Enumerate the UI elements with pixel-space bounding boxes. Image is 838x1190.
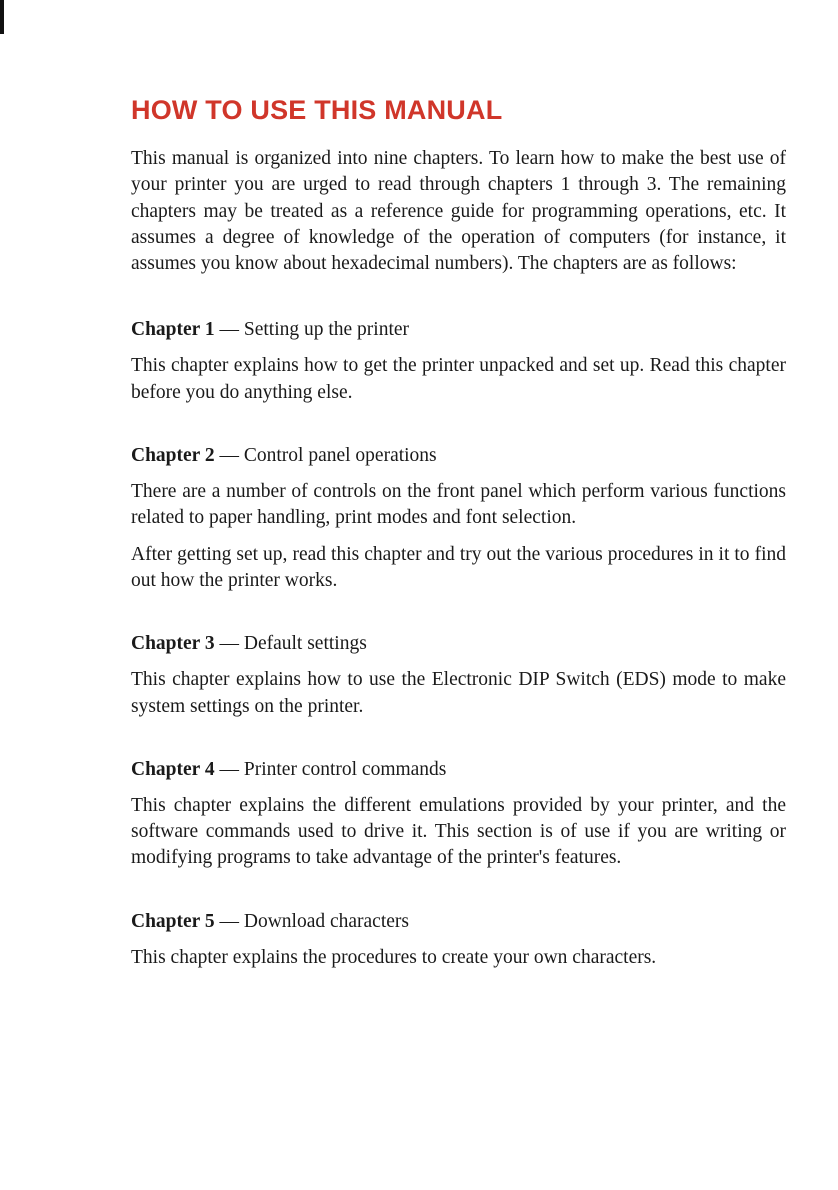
intro-paragraph: This manual is organized into nine chapters. To learn how to make the best use of your printer you are urged to read through chapters 1 through 3. The remaining chapters may be treated as a reference guide for programming operations, etc. It assumes a degree of knowledge of the operation of computers (for instance, it assumes you know about hexadecimal numbers). The chapters are as follows: — [131, 148, 786, 275]
chapter-heading — [131, 909, 786, 935]
chapter-name: Control panel operations — [243, 445, 437, 467]
page-content — [131, 92, 786, 1008]
chapter-section-5 — [131, 909, 786, 971]
chapter-section-1 — [131, 317, 786, 406]
chapter-heading — [131, 631, 786, 657]
chapter-dash: — — [219, 319, 239, 341]
chapter-description: This chapter explains the procedures to create your own characters. — [131, 946, 657, 968]
chapter-heading — [131, 757, 786, 783]
chapter-heading — [131, 317, 786, 343]
chapter-label: Chapter 2 — [131, 445, 215, 467]
chapter-dash: — — [219, 758, 239, 780]
chapter-label: Chapter 1 — [131, 319, 215, 341]
chapter-label: Chapter 5 — [131, 910, 215, 932]
chapter-section-4 — [131, 757, 786, 872]
scan-edge-mark — [0, 0, 4, 34]
chapter-label: Chapter 4 — [131, 758, 215, 780]
chapter-description: This chapter explains how to use the Electronic DIP Switch (EDS) mode to make system settings on the printer. — [131, 669, 786, 717]
chapter-name: Setting up the printer — [243, 319, 410, 341]
chapter-section-3 — [131, 631, 786, 720]
chapter-dash: — — [219, 910, 239, 932]
chapter-description: This chapter explains the different emulations provided by your printer, and the software commands used to drive it. This section is of use if you are writing or modifying programs to take advantage of the printer's features. — [131, 794, 786, 869]
chapter-name: Default settings — [243, 633, 367, 655]
chapter-dash: — — [219, 633, 239, 655]
chapter-description: After getting set up, read this chapter and try out the various procedures in it to find out how the printer works. — [131, 543, 786, 591]
chapter-name: Printer control commands — [243, 758, 447, 780]
chapter-dash: — — [219, 445, 239, 467]
chapter-section-2 — [131, 443, 786, 594]
chapter-description: This chapter explains how to get the printer unpacked and set up. Read this chapter before you do anything else. — [131, 355, 786, 403]
chapter-label: Chapter 3 — [131, 633, 215, 655]
page-title: HOW TO USE THIS MANUAL — [131, 95, 503, 125]
chapter-heading — [131, 443, 786, 469]
chapter-name: Download characters — [243, 910, 409, 932]
chapter-description: There are a number of controls on the front panel which perform various functions related to paper handling, print modes and font selection. — [131, 481, 786, 529]
